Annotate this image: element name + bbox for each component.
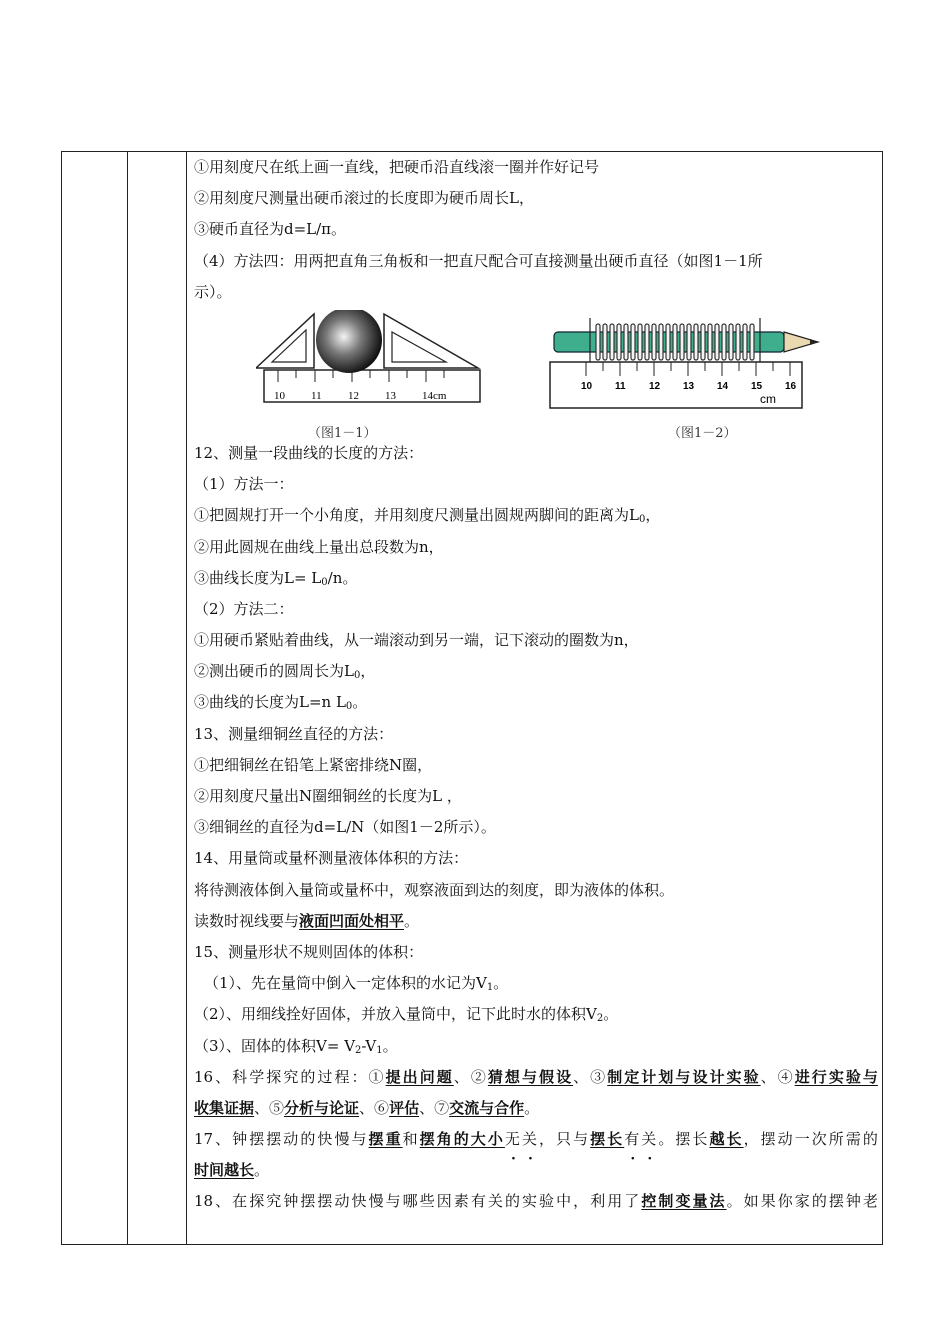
text-line: 收集证据、⑤分析与论证、⑥评估、⑦交流与合作。 — [194, 1098, 540, 1117]
section-heading: 12、测量一段曲线的长度的方法： — [194, 443, 424, 462]
figure-caption: （图1－1） — [308, 425, 377, 441]
fig1-tick-label: 12 — [348, 389, 359, 402]
section-heading: 15、测量形状不规则固体的体积： — [194, 942, 424, 961]
fig2-unit-label: cm — [760, 391, 776, 406]
text-line: 示）。 — [194, 282, 232, 301]
column-divider-1 — [127, 151, 128, 1245]
fig2-tick-label: 16 — [785, 380, 797, 392]
fig1-tick-label: 14cm — [422, 389, 447, 402]
column-divider-2 — [186, 151, 187, 1245]
content-cell — [194, 152, 878, 1218]
text-line: ①用刻度尺在纸上画一直线，把硬币沿直线滚一圈并作好记号 — [194, 158, 600, 176]
fig2-tick-label: 15 — [751, 380, 763, 392]
figure-caption: （图1－2） — [668, 425, 737, 441]
text-line: ②用刻度尺量出N圈细铜丝的长度为L ， — [194, 787, 462, 805]
text-line: ③曲线长度为$L= L_0/n$。 — [194, 568, 358, 588]
text-line: ①用硬币紧贴着曲线，从一端滚动到另一端，记下滚动的圈数为n， — [194, 631, 639, 650]
key-term: 进行实验与 — [794, 1067, 878, 1086]
key-term: 液面凹面处相平 — [299, 911, 405, 930]
text-line: ③曲线的长度为L=n $L_0$。 — [194, 693, 368, 713]
text-line: ①把细铜丝在铅笔上紧密排绕N圈， — [194, 755, 433, 774]
text-line: ①把圆规打开一个小角度，并用刻度尺测量出圆规两脚间的距离为$L_0$， — [194, 506, 661, 526]
fig2-tick-label: 10 — [581, 380, 593, 392]
fig2-tick-label: 12 — [649, 380, 661, 392]
text-line: 18、在探究钟摆摆动快慢与哪些因素有关的实验中，利用了控制变量法。如果你家的摆钟老 — [194, 1192, 878, 1211]
figures-row — [194, 308, 878, 441]
key-term: 控制变量法 — [641, 1192, 727, 1211]
key-term: 猜想与假设 — [487, 1067, 574, 1086]
key-term: 摆角的大小 — [419, 1130, 505, 1149]
text-line: （3）、固体的体积$V= V_2-V_1$。 — [194, 1036, 398, 1056]
key-term: 越长 — [709, 1130, 744, 1149]
key-term: 交流与合作 — [449, 1098, 525, 1117]
text-line: 将待测液体倒入量筒或量杯中，观察液面到达的刻度，即为液体的体积。 — [194, 880, 675, 899]
text-line: ②用此圆规在曲线上量出总段数为n， — [194, 537, 444, 556]
key-term: 提出问题 — [385, 1067, 454, 1086]
section-heading: 14、用量筒或量杯测量液体体积的方法： — [194, 849, 469, 868]
text-line: ②测出硬币的圆周长为$L_0$， — [194, 662, 376, 682]
fig1-tick-label: 13 — [385, 389, 396, 402]
text-line: 读数时视线要与液面凹面处相平。 — [194, 911, 420, 930]
key-term: 摆长 — [590, 1130, 625, 1149]
key-term: 摆重 — [368, 1130, 403, 1149]
method-heading: （2）方法二： — [194, 599, 294, 618]
text-line: （1）、先在量筒中倒入一定体积的水记为$V_1$。 — [204, 974, 509, 994]
pencil-coil-ruler-illustration — [548, 310, 838, 422]
key-term: 收集证据 — [194, 1098, 255, 1117]
key-term: 制定计划与设计实验 — [607, 1067, 761, 1086]
text-line: 17、钟摆摆动的快慢与摆重和摆角的大小无关，只与摆长有关。摆长越长，摆动一次所需的 — [194, 1130, 878, 1149]
text-line: 时间越长。 — [194, 1161, 270, 1180]
key-term: 评估 — [389, 1098, 420, 1117]
fig1-tick-label: 11 — [311, 389, 322, 402]
coin-ruler-illustration — [256, 310, 488, 422]
key-term: 分析与论证 — [284, 1098, 360, 1117]
method-heading: （1）方法一： — [194, 475, 294, 494]
figure-1-2 — [548, 310, 838, 441]
text-line: 16、科学探究的过程：①提出问题、②猜想与假设、③制定计划与设计实验、④进行实验与 — [194, 1067, 878, 1086]
fig2-tick-label: 14 — [717, 380, 729, 392]
key-term: 时间越长 — [194, 1161, 255, 1180]
text-line: （2）、用细线拴好固体，并放入量筒中，记下此时水的体积$V_2$。 — [194, 1005, 619, 1025]
text-line: ③硬币直径为d=L/π。 — [194, 220, 347, 239]
section-heading: 13、测量细铜丝直径的方法： — [194, 724, 394, 743]
fig2-tick-label: 11 — [615, 380, 626, 392]
text-line: （4）方法四：用两把直角三角板和一把直尺配合可直接测量出硬币直径（如图1－1所 — [194, 251, 763, 270]
fig1-tick-label: 10 — [274, 389, 285, 402]
fig2-tick-label: 13 — [683, 380, 695, 392]
figure-1-1 — [256, 310, 488, 441]
text-line: ③细铜丝的直径为d=L/N（如图1－2所示）。 — [194, 818, 496, 837]
text-line: ②用刻度尺测量出硬币滚过的长度即为硬币周长L， — [194, 189, 534, 208]
